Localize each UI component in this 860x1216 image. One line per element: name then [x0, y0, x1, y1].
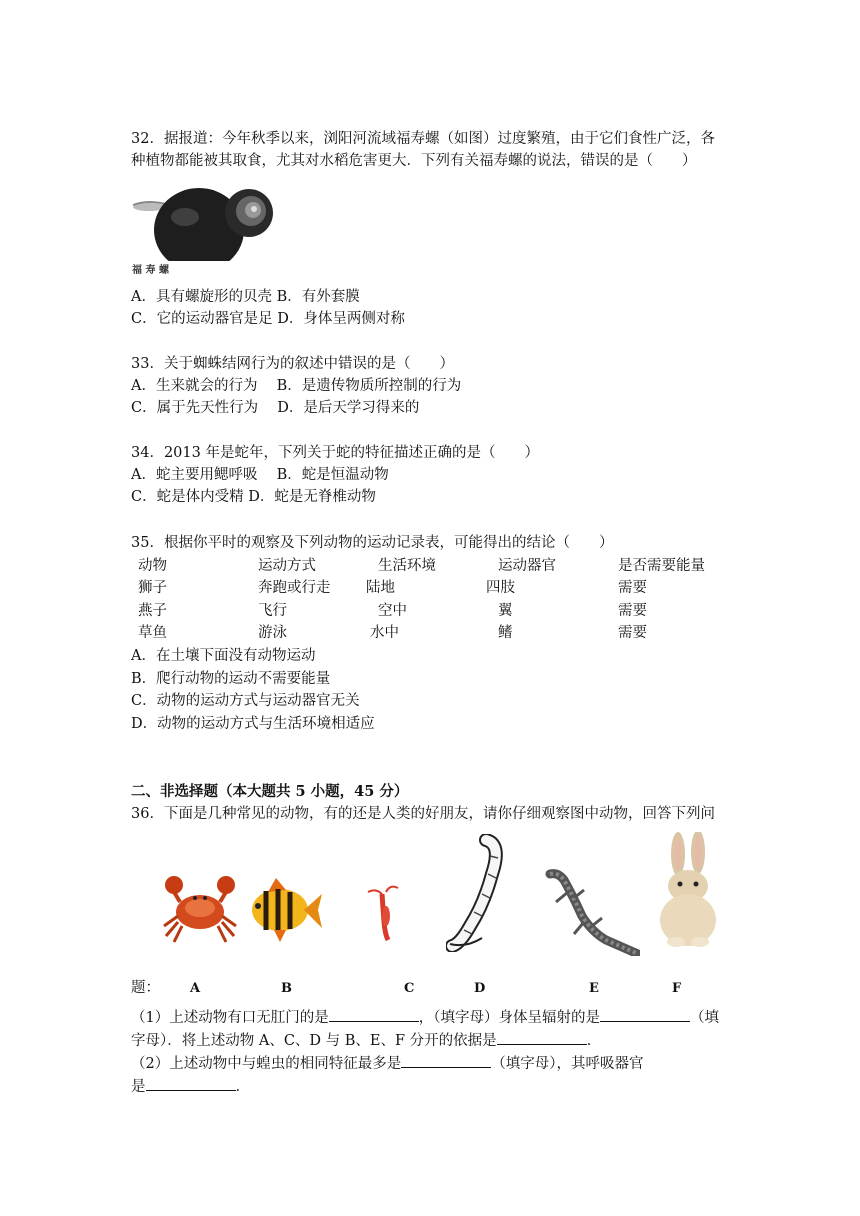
- table-cell: 需要: [618, 580, 647, 596]
- table-cell: 奔跑或行走: [258, 580, 331, 596]
- figure-label-a: A: [190, 981, 201, 996]
- q36-part2-text: ．: [235, 1079, 250, 1095]
- q32-options-line1: A．具有螺旋形的贝壳 B．有外套膜: [131, 289, 360, 305]
- q36-part2-text: （2）上述动物中与蝗虫的相同特征最多是: [131, 1056, 402, 1072]
- q32-options-line2: C．它的运动器官是足 D．身体呈两侧对称: [131, 311, 405, 327]
- answer-blank[interactable]: [600, 1007, 690, 1022]
- snail-image-caption: 福 寿 螺: [132, 265, 169, 276]
- q34-stem: 34．2013 年是蛇年，下列关于蛇的特征描述正确的是（ ）: [131, 445, 539, 461]
- q33-options-line2: C．属于先天性行为 D．是后天学习得来的: [131, 400, 420, 416]
- q34-options-line1: A．蛇主要用鳃呼吸 B．蛇是恒温动物: [131, 467, 389, 483]
- q36-part1-text: （填: [689, 1010, 719, 1026]
- figure-label-e: E: [589, 981, 599, 996]
- table-header: 生活环境: [378, 558, 436, 574]
- q36-part1-line1: [131, 1007, 719, 1028]
- q35-option-a: A．在土壤下面没有动物运动: [131, 648, 316, 664]
- apple-snail-image: [129, 183, 281, 278]
- q36-part2-text: （填字母），其呼吸器官: [491, 1056, 644, 1072]
- answer-blank[interactable]: [329, 1007, 419, 1022]
- hydra-image: [362, 882, 406, 942]
- table-cell: 狮子: [138, 580, 167, 596]
- q36-part2-line2: [131, 1076, 250, 1097]
- table-header: 运动器官: [498, 558, 556, 574]
- q36-part2-line1: [131, 1053, 643, 1074]
- q32-stem-line1: 32．据报道：今年秋季以来，浏阳河流域福寿螺（如图）过度繁殖，由于它们食性广泛，各: [131, 131, 715, 147]
- table-cell: 飞行: [258, 603, 287, 619]
- q33-options-line1: A．生来就会的行为 B．是遗传物质所控制的行为: [131, 378, 462, 394]
- animals-figure: [160, 832, 730, 956]
- q36-part1-text: ．: [586, 1033, 602, 1049]
- q36-part1-line2: [131, 1030, 601, 1051]
- q36-stem: 36．下面是几种常见的动物，有的还是人类的好朋友，请你仔细观察图中动物，回答下列问: [131, 806, 715, 822]
- table-cell: 需要: [618, 603, 647, 619]
- table-cell: 鳍: [498, 625, 513, 641]
- q36-part1-text: （1）上述动物有口无肛门的是: [131, 1010, 329, 1026]
- q36-part2-text: 是: [131, 1079, 146, 1095]
- table-header: 运动方式: [258, 558, 316, 574]
- rabbit-image: [650, 832, 726, 950]
- q35-option-b: B．爬行动物的运动不需要能量: [131, 671, 331, 687]
- table-header: 动物: [138, 558, 167, 574]
- section2-heading: 二、非选择题（本大题共 5 小题，45 分）: [131, 783, 409, 800]
- table-header: 是否需要能量: [618, 558, 705, 574]
- q36-part1-text: 字母）．将上述动物 A、C、D 与 B、E、F 分开的依据是: [131, 1033, 497, 1049]
- q33-stem: 33．关于蜘蛛结网行为的叙述中错误的是（ ）: [131, 356, 454, 372]
- lizard-image: [544, 868, 640, 956]
- figure-label-c: C: [404, 981, 415, 996]
- table-cell: 游泳: [258, 625, 287, 641]
- q35-stem: 35．根据你平时的观察及下列动物的运动记录表，可能得出的结论（ ）: [131, 535, 614, 551]
- q35-option-d: D．动物的运动方式与生活环境相适应: [131, 716, 375, 732]
- table-cell: 需要: [618, 625, 647, 641]
- table-cell: 草鱼: [138, 625, 167, 641]
- figure-label-d: D: [474, 981, 486, 996]
- table-cell: 水中: [370, 625, 399, 641]
- crab-image: [160, 870, 240, 946]
- table-cell: 空中: [378, 603, 407, 619]
- answer-blank[interactable]: [146, 1076, 236, 1091]
- table-cell: 翼: [498, 603, 513, 619]
- figure-label-f: F: [672, 981, 682, 996]
- figure-label-b: B: [281, 981, 292, 996]
- q36-stem-continuation: 题：: [131, 980, 160, 996]
- q36-part1-text: ，（填字母）身体呈辐射的是: [418, 1010, 600, 1026]
- fish-image: [246, 874, 324, 944]
- table-cell: 陆地: [366, 580, 395, 596]
- table-cell: 四肢: [486, 580, 515, 596]
- answer-blank[interactable]: [401, 1053, 491, 1068]
- q35-option-c: C．动物的运动方式与运动器官无关: [131, 693, 360, 709]
- table-cell: 燕子: [138, 603, 167, 619]
- q32-stem-line2: 种植物都能被其取食，尤其对水稻危害更大．下列有关福寿螺的说法，错误的是（ ）: [131, 153, 697, 169]
- answer-blank[interactable]: [497, 1030, 587, 1045]
- worm-image: [446, 834, 512, 952]
- q34-options-line2: C．蛇是体内受精 D．蛇是无脊椎动物: [131, 489, 376, 505]
